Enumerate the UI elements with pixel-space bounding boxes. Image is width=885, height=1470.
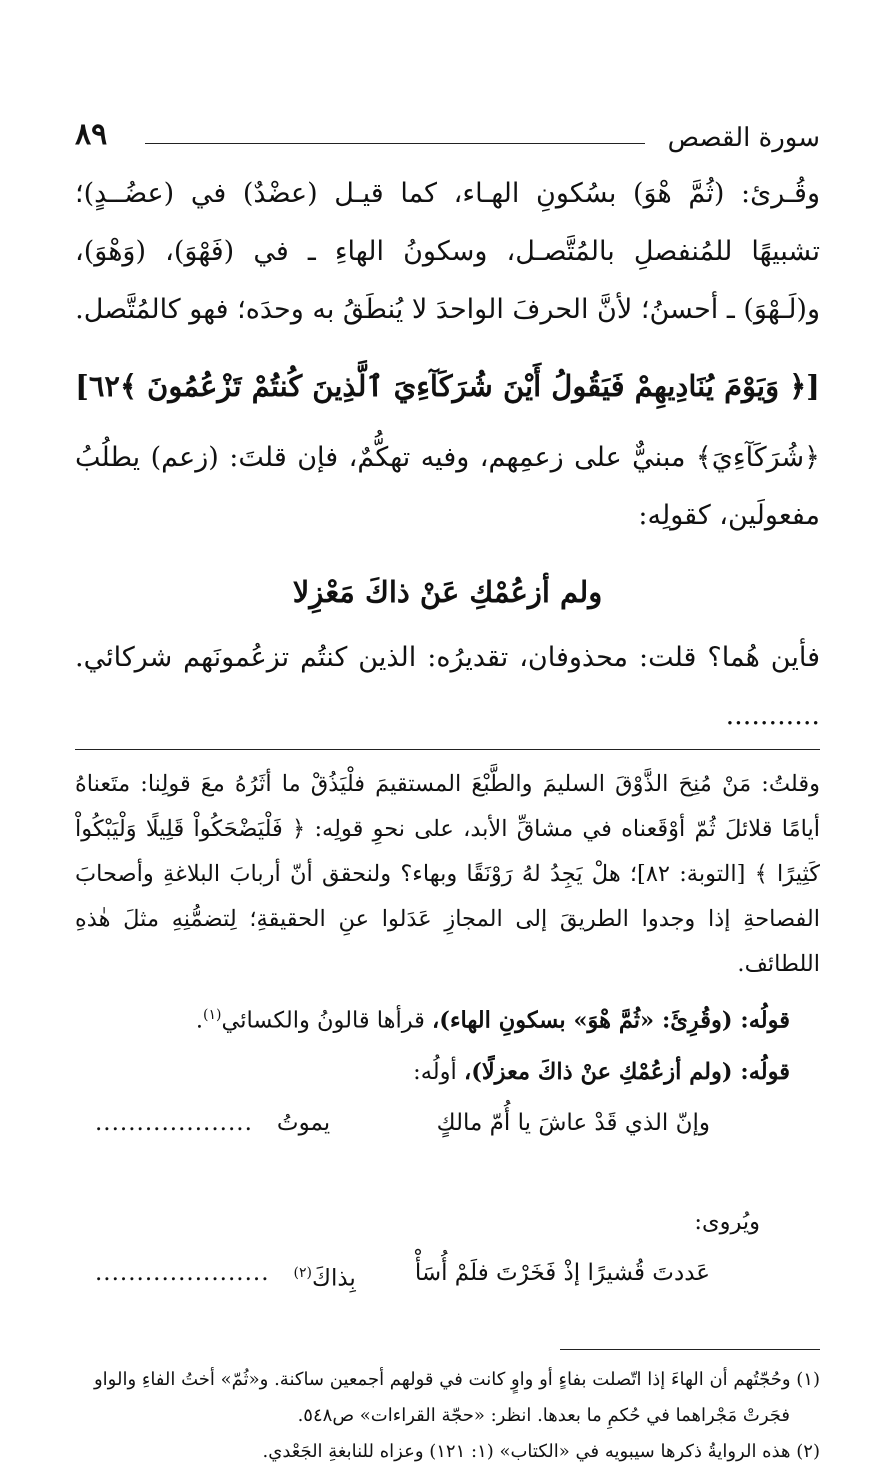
poem-1-ellipsis: ...................	[95, 1109, 253, 1136]
footnote-1-continued: فجَرتْ مَجْراهما في حُكمِ ما بعدها. انظر: «حجّة القراءات» ص٥٤٨.	[297, 1405, 790, 1427]
commentary-section	[75, 762, 820, 1301]
commentary-note-2-text: أولُه:	[413, 1058, 464, 1085]
commentary-note-2	[75, 1050, 820, 1095]
commentary-note-1-lemma: قولُه: (وقُرِئَ: «ثُمَّ هْوَ» بسكونِ الهاء)،	[432, 1007, 790, 1034]
main-paragraph-3: فأين هُما؟ قلت: محذوفان، تقديرُه: الذين كنتُم تزعُمونَهم شركائي. ...........	[75, 642, 820, 731]
poem-verse-1	[75, 1101, 820, 1146]
commentary-note-1-end: .	[195, 1007, 204, 1034]
main-text	[75, 165, 820, 745]
commentary-note-1-text: قرأها قالونُ والكسائي	[221, 1007, 433, 1034]
commentary-divider	[75, 749, 820, 750]
main-paragraph-2: ﴿شُرَكَآءِيَ﴾ مبنيٌّ على زعمِهم، وفيه تهكُّمٌ، فإن قلتَ: (زعم) يطلُبُ مفعولَين، كقولِه:	[75, 442, 820, 531]
footnotes	[75, 1362, 820, 1470]
footnote-ref-2: (٢)	[293, 1264, 313, 1281]
header-rule	[145, 143, 645, 144]
poem-line: ولم أزعُمْكِ عَنْ ذاكَ مَعْزِلا	[292, 575, 603, 609]
main-paragraph-1: وقُـرئ: (ثُمَّ هْوَ) بسُكونِ الهـاء، كما قيـل (عضْدٌ) في (عضُــدٍ)؛ تشبيهًا للمُنفصلِ بالمُتَّصـل، وسكونُ الهاءِ ـ في (فَهْوَ)، (وَهْوَ)، و(لَـهْوَ) ـ أحسنُ؛ لأنَّ الحرفَ الواحدَ لا يُنطَقُ به وحدَه؛ فهو كالمُتَّصل.	[75, 178, 820, 325]
poem-2-first-hemistich: عَددتَ قُشيرًا إذْ فَخَرْتَ فلَمْ أُسَأْ	[414, 1259, 710, 1286]
poem-2-ellipsis: .....................	[95, 1259, 270, 1286]
poem-1-first-hemistich: وإنّ الذي قَدْ عاشَ يا أُمّ مالكٍ	[436, 1109, 710, 1136]
commentary-paragraph: وقلتُ: مَنْ مُنِحَ الذَّوْقَ السليمَ والطَّبْعَ المستقيمَ فلْيَذُقْ ما أثَرُهُ معَ قولِنا: متَعناهُ أيامًا قلائلَ ثُمّ أوْقَعناه في مشاقِّ الأبد، على نحوِ قولِه: ﴿ فَلْيَضْحَكُواْ قَلِيلًا وَلْيَبْكُواْ كَثِيرًا ﴾ [التوبة: ٨٢]؛ هلْ يَجِدُ لهُ رَوْنَقًا وبهاء؟ ولنحقق أنّ أربابَ البلاغةِ وأصحابَ الفصاحةِ إذا وجدوا الطريقَ إلى المجازِ عَدَلوا عنِ الحقيقةِ؛ لِتضمُّنِهِ مثلَ هٰذهِ اللطائف.	[75, 771, 820, 977]
commentary-note-2-lemma: قولُه: (ولم أزعُمْكِ عنْ ذاكَ معزلًا)،	[463, 1058, 790, 1085]
variant-intro: ويُروى:	[694, 1208, 760, 1235]
commentary-note-1	[75, 993, 820, 1044]
footnote-1: (١) وحُجّتُهم أن الهاءَ إذا اتّصلت بفاءٍ أو واوٍ كانت في قولهم أجمعين ساكنة. و«ثُمّ» أختُ الفاءِ والواو	[93, 1369, 820, 1391]
page-number: ٨٩	[75, 117, 108, 152]
poem-1-second-hemistich	[95, 1101, 330, 1146]
footnote-2: (٢) هذه الروايةُ ذكرها سيبويه في «الكتاب» (١: ١٢١) وعزاه للنابغةِ الجَعْدي.	[262, 1441, 820, 1463]
poem-2-second-text	[294, 1251, 356, 1302]
running-title: سورة القصص	[667, 123, 820, 153]
poem-2-word: بِذاكَ	[312, 1265, 356, 1292]
poem-2-second-hemistich	[95, 1251, 356, 1302]
footnote-ref-1: (١)	[203, 1007, 222, 1023]
footnote-divider	[560, 1349, 820, 1350]
book-page	[75, 115, 820, 1470]
page-header	[75, 115, 820, 165]
poem-1-second-text: يموتُ	[276, 1109, 331, 1136]
poem-verse-2	[75, 1251, 820, 1302]
quran-verse: [﴿ وَيَوْمَ يُنَادِيهِمْ فَيَقُولُ أَيْنَ شُرَكَآءِيَ ٱلَّذِينَ كُنتُمْ تَزْعُمُونَ ﴾٦٢]	[75, 369, 820, 403]
